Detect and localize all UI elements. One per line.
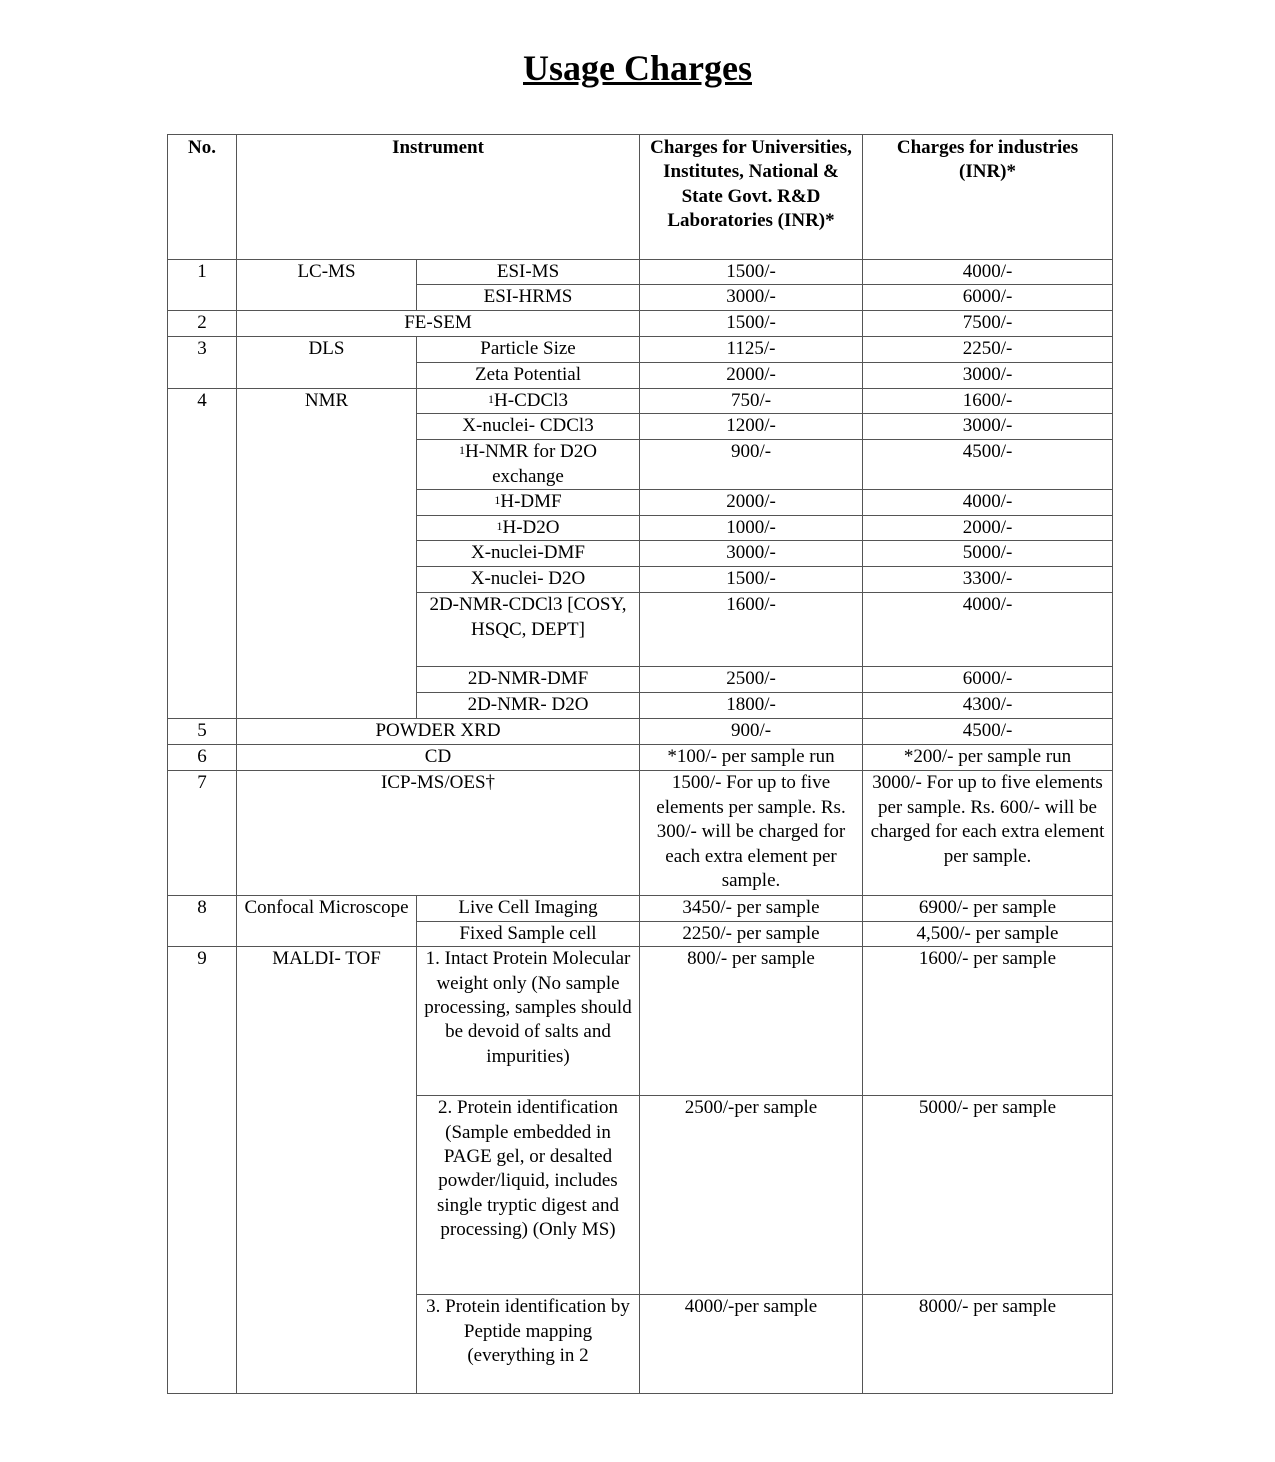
instrument-name: CD (237, 745, 640, 771)
row-number: 3 (168, 336, 237, 388)
academic-charge: 2500/-per sample (640, 1096, 863, 1295)
row-number: 5 (168, 719, 237, 745)
industry-charge: 3000/- (863, 414, 1113, 440)
academic-charge: 1000/- (640, 516, 863, 541)
academic-charge: 1125/- (640, 336, 863, 362)
sub-instrument: ESI-HRMS (417, 285, 640, 310)
sub-instrument: X-nuclei- CDCl3 (417, 414, 640, 440)
industry-charge: 1600/- per sample (863, 947, 1113, 1096)
sub-instrument: 1. Intact Protein Molecular weight only (No sample processing, samples should be devoid of salts and impurities) (417, 947, 640, 1096)
industry-charge: 4000/- (863, 593, 1113, 667)
sub-instrument (417, 388, 640, 413)
header-academic-charges: Charges for Universities, Institutes, National & State Govt. R&D Laboratories (INR)* (640, 135, 863, 260)
academic-charge: 2000/- (640, 490, 863, 516)
usage-charges-table (167, 134, 1113, 1394)
academic-charge: 1500/- For up to five elements per sample. Rs. 300/- will be charged for each extra element per sample. (640, 771, 863, 896)
header-industry-charges: Charges for industries (INR)* (863, 135, 1113, 260)
superscript: 1 (488, 391, 495, 406)
sub-instrument-label: H-NMR for D2O exchange (465, 441, 597, 487)
instrument-name: DLS (237, 336, 417, 388)
academic-charge: 1500/- (640, 310, 863, 336)
row-number: 4 (168, 388, 237, 719)
industry-charge: *200/- per sample run (863, 745, 1113, 771)
sub-instrument: Live Cell Imaging (417, 896, 640, 921)
academic-charge: 1800/- (640, 693, 863, 719)
table-row (168, 310, 1113, 336)
superscript: 1 (494, 493, 501, 508)
sub-instrument (417, 440, 640, 490)
row-number: 2 (168, 310, 237, 336)
row-number: 6 (168, 745, 237, 771)
academic-charge: *100/- per sample run (640, 745, 863, 771)
industry-charge: 4500/- (863, 440, 1113, 490)
table-row (168, 388, 1113, 413)
row-number: 8 (168, 896, 237, 947)
instrument-name: Confocal Microscope (237, 896, 417, 947)
academic-charge: 2250/- per sample (640, 921, 863, 946)
academic-charge: 3450/- per sample (640, 896, 863, 921)
sub-instrument (417, 516, 640, 541)
sub-instrument: Particle Size (417, 336, 640, 362)
instrument-name: ICP-MS/OES† (237, 771, 640, 896)
instrument-name: NMR (237, 388, 417, 719)
page-title: Usage Charges (523, 48, 752, 88)
industry-charge: 3300/- (863, 567, 1113, 593)
academic-charge: 4000/-per sample (640, 1295, 863, 1394)
industry-charge: 1600/- (863, 388, 1113, 413)
academic-charge: 900/- (640, 719, 863, 745)
sub-instrument: 2D-NMR- D2O (417, 693, 640, 719)
instrument-name: FE-SEM (237, 310, 640, 336)
superscript: 1 (496, 519, 503, 534)
industry-charge: 7500/- (863, 310, 1113, 336)
instrument-name: LC-MS (237, 260, 417, 311)
industry-charge: 2250/- (863, 336, 1113, 362)
academic-charge: 2500/- (640, 667, 863, 693)
sub-instrument-label: H-DMF (500, 491, 562, 513)
industry-charge: 6900/- per sample (863, 896, 1113, 921)
academic-charge: 800/- per sample (640, 947, 863, 1096)
academic-charge: 750/- (640, 388, 863, 413)
table-row (168, 771, 1113, 896)
header-instrument: Instrument (237, 135, 640, 260)
sub-instrument: X-nuclei-DMF (417, 541, 640, 567)
sub-instrument (417, 490, 640, 516)
industry-charge: 8000/- per sample (863, 1295, 1113, 1394)
header-no: No. (168, 135, 237, 260)
academic-charge: 3000/- (640, 285, 863, 310)
industry-charge: 4300/- (863, 693, 1113, 719)
industry-charge: 2000/- (863, 516, 1113, 541)
instrument-name: POWDER XRD (237, 719, 640, 745)
instrument-name: MALDI- TOF (237, 947, 417, 1394)
industry-charge: 4500/- (863, 719, 1113, 745)
academic-charge: 1200/- (640, 414, 863, 440)
table-row (168, 260, 1113, 285)
academic-charge: 1500/- (640, 260, 863, 285)
sub-instrument: Zeta Potential (417, 362, 640, 388)
industry-charge: 4000/- (863, 490, 1113, 516)
industry-charge: 4000/- (863, 260, 1113, 285)
sub-instrument: 2D-NMR-DMF (417, 667, 640, 693)
table-row (168, 896, 1113, 921)
table-row (168, 336, 1113, 362)
academic-charge: 900/- (640, 440, 863, 490)
academic-charge: 2000/- (640, 362, 863, 388)
industry-charge: 3000/- (863, 362, 1113, 388)
row-number: 1 (168, 260, 237, 311)
academic-charge: 3000/- (640, 541, 863, 567)
table-row (168, 745, 1113, 771)
sub-instrument: 3. Protein identification by Peptide mapping (everything in 2 (417, 1295, 640, 1394)
sub-instrument: Fixed Sample cell (417, 921, 640, 946)
row-number: 9 (168, 947, 237, 1394)
industry-charge: 4,500/- per sample (863, 921, 1113, 946)
table-row (168, 719, 1113, 745)
row-number: 7 (168, 771, 237, 896)
sub-instrument-label: H-D2O (502, 517, 560, 539)
sub-instrument: 2D-NMR-CDCl3 [COSY, HSQC, DEPT] (417, 593, 640, 667)
academic-charge: 1500/- (640, 567, 863, 593)
industry-charge: 3000/- For up to five elements per sample. Rs. 600/- will be charged for each extra element per sample. (863, 771, 1113, 896)
industry-charge: 5000/- (863, 541, 1113, 567)
sub-instrument-label: H-CDCl3 (494, 389, 568, 411)
header-row (168, 135, 1113, 260)
academic-charge: 1600/- (640, 593, 863, 667)
table-row (168, 947, 1113, 1096)
superscript: 1 (459, 443, 466, 458)
industry-charge: 5000/- per sample (863, 1096, 1113, 1295)
sub-instrument: 2. Protein identification (Sample embedded in PAGE gel, or desalted powder/liquid, includes single tryptic digest and processing) (Only MS) (417, 1096, 640, 1295)
industry-charge: 6000/- (863, 667, 1113, 693)
industry-charge: 6000/- (863, 285, 1113, 310)
sub-instrument: ESI-MS (417, 260, 640, 285)
sub-instrument: X-nuclei- D2O (417, 567, 640, 593)
